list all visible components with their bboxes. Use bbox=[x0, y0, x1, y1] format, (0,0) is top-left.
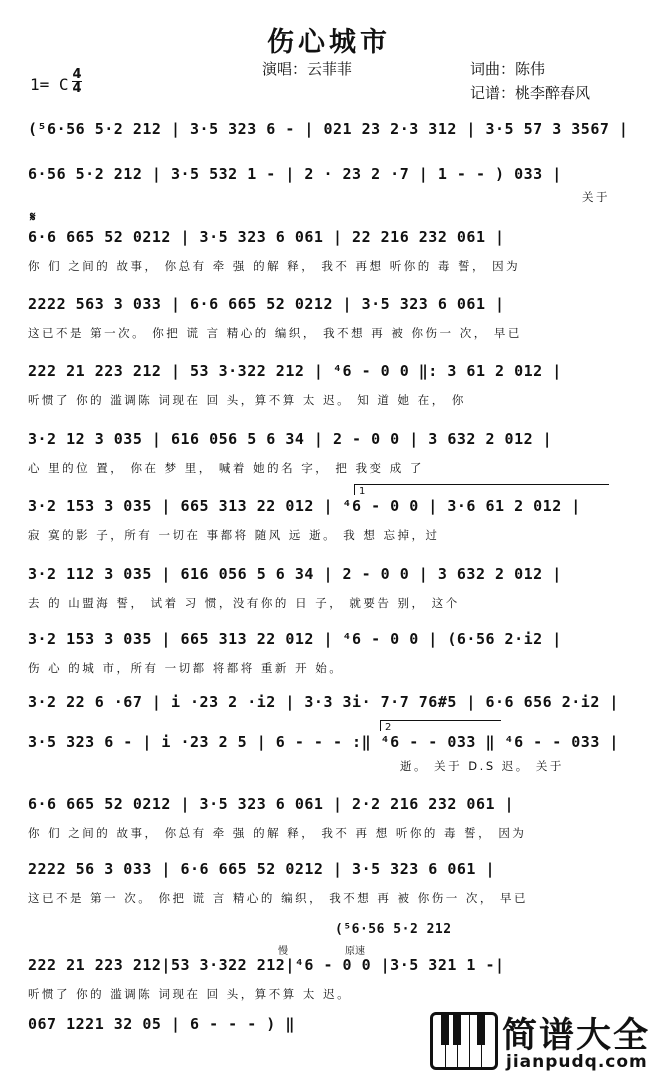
page-title: 伤心城市 bbox=[267, 27, 391, 58]
lyrics-line: 听惯了 你的 滥调陈 词现在 回 头，算不算 太 迟。 知 道 她 在， 你 bbox=[28, 393, 466, 407]
volta-bracket-1: 1 bbox=[354, 484, 609, 495]
lyrics-line: 伤 心 的城 市，所有 一切都 将都将 重新 开 始。 bbox=[28, 661, 344, 675]
notes-line: 2222 56 3 033 | 6·6 665 52 0212 | 3·5 323 6 061 | bbox=[28, 860, 496, 878]
lyrics-line: 心 里的位 置， 你在 梦 里， 喊着 她的名 字， 把 我变 成 了 bbox=[28, 461, 424, 475]
notes-line: 3·2 22 6 ·67 | i ·23 2 ·i2 | 3·3 3i· 7·7 76#5 | 6·6 656 2·i2 | bbox=[28, 693, 619, 711]
lyrics-line: 你 们 之间的 故事， 你总有 牵 强 的解 释， 我不 再 想 听你的 毒 誓， 因为 bbox=[28, 826, 527, 840]
notes-line: 2222 563 3 033 | 6·6 665 52 0212 | 3·5 323 6 061 | bbox=[28, 295, 505, 313]
notes-line: (⁵6·56 5·2 212 | 3·5 323 6 - | 021 23 2·3 312 | 3·5 57 3 3567 | bbox=[28, 120, 629, 138]
reprise-line: (⁵6·56 5·2 212 bbox=[335, 922, 452, 937]
lyrics-line: 听惯了 你的 滥调陈 词现在 回 头，算不算 太 迟。 bbox=[28, 987, 352, 1001]
lyrics-line: 这已不是 第一 次。 你把 谎 言 精心的 编织， 我不想 再 被 你伤一 次， 早已 bbox=[28, 891, 529, 905]
logo-text: 简谱大全 bbox=[502, 1016, 651, 1056]
lyrics-line: 这已不是 第一次。 你把 谎 言 精心的 编织， 我不想 再 被 你伤一 次， 早已 bbox=[28, 326, 522, 340]
key-signature: 1= C bbox=[30, 75, 69, 94]
time-signature-bottom: 4 bbox=[72, 81, 82, 96]
notes-line: 6·6 665 52 0212 | 3·5 323 6 061 | 22 216 232 061 | bbox=[28, 228, 505, 246]
notes-line: 067 1221 32 05 | 6 - - - ) ‖ bbox=[28, 1015, 295, 1033]
piano-keys-icon bbox=[430, 1012, 498, 1070]
singer-credit: 演唱：云菲菲 bbox=[262, 60, 353, 78]
transcriber-credit: 记谱：桃李醉春风 bbox=[470, 84, 591, 102]
lyrics-line: 关于 bbox=[582, 190, 610, 204]
lyrics-line: 逝。 关于 D.S 迟。 关于 bbox=[400, 759, 564, 773]
tempo-slow-mark: 慢 bbox=[278, 946, 288, 957]
lyrics-line: 你 们 之间的 故事， 你总有 牵 强 的解 释， 我不 再想 听你的 毒 誓， 因为 bbox=[28, 259, 521, 273]
logo-url: jianpudq.com bbox=[506, 1052, 648, 1072]
notes-line: 3·2 153 3 035 | 665 313 22 012 | ⁴6 - 0 0 | 3·6 61 2 012 | bbox=[28, 497, 581, 515]
time-signature-top: 4 bbox=[72, 67, 82, 82]
tempo-original-mark: 原速 bbox=[345, 946, 365, 957]
notes-line: 6·56 5·2 212 | 3·5 532 1 - | 2 · 23 2 ·7 | 1 - - ) 033 | bbox=[28, 165, 562, 183]
notes-line: 6·6 665 52 0212 | 3·5 323 6 061 | 2·2 216 232 061 | bbox=[28, 795, 515, 813]
lyrics-line: 去 的 山盟海 誓， 试着 习 惯，没有你的 日 子， 就要告 别， 这个 bbox=[28, 596, 460, 610]
composer-credit: 词曲：陈伟 bbox=[470, 60, 546, 78]
time-signature bbox=[72, 68, 82, 95]
notes-line: 222 21 223 212|53 3·322 212|⁴6 - 0 0 |3·5 321 1 -| bbox=[28, 956, 505, 974]
segno-icon: 𝄋 bbox=[30, 210, 36, 225]
volta-bracket-2: 2 bbox=[380, 720, 501, 731]
notes-line: 3·2 153 3 035 | 665 313 22 012 | ⁴6 - 0 0 | (6·56 2·i2 | bbox=[28, 630, 562, 648]
notes-line: 222 21 223 212 | 53 3·322 212 | ⁴6 - 0 0 ‖: 3 61 2 012 | bbox=[28, 362, 562, 380]
notes-line: 3·2 12 3 035 | 616 056 5 6 34 | 2 - 0 0 | 3 632 2 012 | bbox=[28, 430, 553, 448]
lyrics-line: 寂 寞的影 子，所有 一切在 事都将 随风 远 逝。 我 想 忘掉，过 bbox=[28, 528, 440, 542]
notes-line: 3·2 112 3 035 | 616 056 5 6 34 | 2 - 0 0 | 3 632 2 012 | bbox=[28, 565, 562, 583]
site-logo bbox=[430, 1012, 655, 1077]
notes-line: 3·5 323 6 - | i ·23 2 5 | 6 - - - :‖ ⁴6 - - 033 ‖ ⁴6 - - 033 | bbox=[28, 733, 619, 751]
